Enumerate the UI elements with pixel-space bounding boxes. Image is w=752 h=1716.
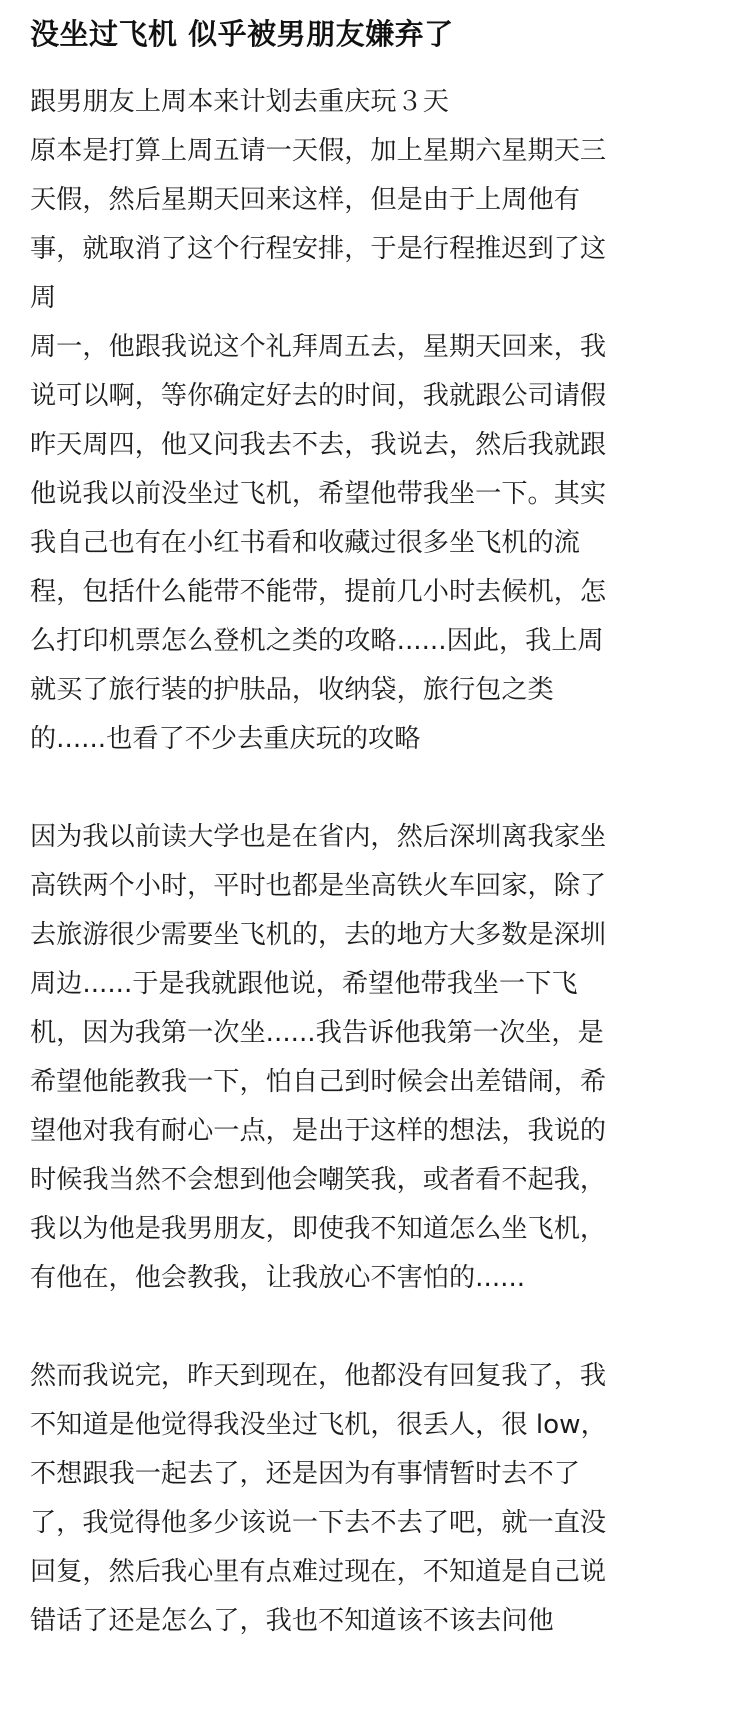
text-line: 因为我以前读大学也是在省内，然后深圳离我家坐 bbox=[30, 822, 607, 852]
text-line: 就买了旅行装的护肤品，收纳袋，旅行包之类 bbox=[30, 675, 554, 705]
text-line: 我以为他是我男朋友，即使我不知道怎么坐飞机， bbox=[30, 1214, 607, 1244]
text-line: 了，我觉得他多少该说一下去不去了吧，就一直没 bbox=[30, 1508, 607, 1538]
text-line: 事，就取消了这个行程安排，于是行程推迟到了这 bbox=[30, 234, 607, 264]
text-line: 机，因为我第一次坐......我告诉他我第一次坐，是 bbox=[30, 1018, 604, 1048]
text-line: 有他在，他会教我，让我放心不害怕的...... bbox=[30, 1263, 526, 1293]
text-line: 的......也看了不少去重庆玩的攻略 bbox=[30, 724, 421, 754]
paragraph-3 bbox=[30, 1352, 730, 1646]
text-line: 说可以啊，等你确定好去的时间，我就跟公司请假 bbox=[30, 381, 607, 411]
text-line: 然而我说完，昨天到现在，他都没有回复我了，我 bbox=[30, 1361, 607, 1391]
text-line: 我自己也有在小红书看和收藏过很多坐飞机的流 bbox=[30, 528, 580, 558]
text-line: 高铁两个小时，平时也都是坐高铁火车回家，除了 bbox=[30, 871, 607, 901]
post-body bbox=[30, 78, 730, 1646]
paragraph-2 bbox=[30, 813, 730, 1303]
text-line: 跟男朋友上周本来计划去重庆玩３天 bbox=[30, 87, 449, 117]
paragraph-gap bbox=[30, 764, 730, 813]
text-line: 错话了还是怎么了，我也不知道该不该去问他 bbox=[30, 1606, 554, 1636]
text-line: 原本是打算上周五请一天假，加上星期六星期天三 bbox=[30, 136, 607, 166]
text-line: 他说我以前没坐过飞机，希望他带我坐一下。其实 bbox=[30, 479, 607, 509]
text-line: 么打印机票怎么登机之类的攻略......因此，我上周 bbox=[30, 626, 604, 656]
text-line: 去旅游很少需要坐飞机的，去的地方大多数是深圳 bbox=[30, 920, 607, 950]
text-line: 周一，他跟我说这个礼拜周五去，星期天回来，我 bbox=[30, 332, 607, 362]
paragraph-1 bbox=[30, 78, 730, 764]
text-line: 不知道是他觉得我没坐过飞机，很丢人，很 low， bbox=[30, 1410, 607, 1440]
text-line: 周边......于是我就跟他说，希望他带我坐一下飞 bbox=[30, 969, 578, 999]
text-line: 时候我当然不会想到他会嘲笑我，或者看不起我， bbox=[30, 1165, 607, 1195]
text-line: 昨天周四，他又问我去不去，我说去，然后我就跟 bbox=[30, 430, 607, 460]
text-line: 周 bbox=[30, 283, 57, 313]
text-line: 回复，然后我心里有点难过现在，不知道是自己说 bbox=[30, 1557, 607, 1587]
text-line: 望他对我有耐心一点，是出于这样的想法，我说的 bbox=[30, 1116, 607, 1146]
text-line: 天假，然后星期天回来这样，但是由于上周他有 bbox=[30, 185, 580, 215]
text-line: 不想跟我一起去了，还是因为有事情暂时去不了 bbox=[30, 1459, 580, 1489]
text-line: 希望他能教我一下，怕自己到时候会出差错闹，希 bbox=[30, 1067, 607, 1097]
text-line: 程，包括什么能带不能带，提前几小时去候机，怎 bbox=[30, 577, 607, 607]
paragraph-gap bbox=[30, 1303, 730, 1352]
post-title: 没坐过飞机 似乎被男朋友嫌弃了 bbox=[30, 17, 454, 51]
